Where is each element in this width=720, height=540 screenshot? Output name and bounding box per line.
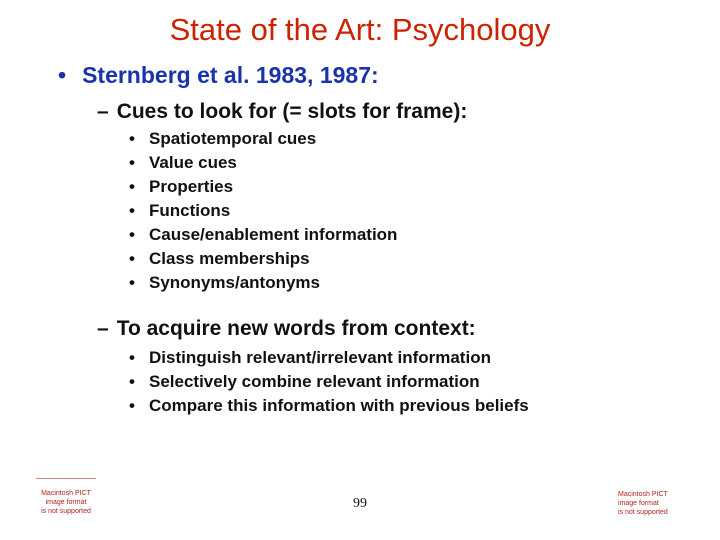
dash-glyph: – xyxy=(97,317,109,340)
bullet-glyph: • xyxy=(58,62,67,88)
list-item-text: Functions xyxy=(149,201,231,220)
bullet-glyph: • xyxy=(129,177,135,196)
level1-text: Sternberg et al. 1983, 1987: xyxy=(82,62,379,88)
list-item xyxy=(129,370,529,394)
pict-line: is not supported xyxy=(41,508,91,515)
bullet-glyph: • xyxy=(129,249,135,268)
list-item xyxy=(129,394,529,418)
list-item-text: Properties xyxy=(149,177,234,196)
list-item-text: Value cues xyxy=(149,153,237,172)
section-acquire-heading xyxy=(97,317,476,341)
list-item-text: Distinguish relevant/irrelevant information xyxy=(149,348,491,367)
list-item xyxy=(129,247,397,271)
list-item xyxy=(129,151,397,175)
bullet-glyph: • xyxy=(129,348,135,367)
list-item xyxy=(129,346,529,370)
list-item xyxy=(129,199,397,223)
list-item xyxy=(129,127,397,151)
pict-line: is not supported xyxy=(618,509,668,516)
section-cues-heading xyxy=(97,100,467,124)
pict-line: Macintosh PICT xyxy=(618,491,668,498)
bullet-glyph: • xyxy=(129,225,135,244)
dash-glyph: – xyxy=(97,100,109,123)
pict-line: image format xyxy=(618,500,659,507)
slide-title: State of the Art: Psychology xyxy=(169,12,551,47)
list-item-text: Selectively combine relevant information xyxy=(149,372,480,391)
level1-bullet-item xyxy=(58,62,379,89)
bullet-glyph: • xyxy=(129,273,135,292)
bullet-glyph: • xyxy=(129,129,135,148)
list-item-text: Compare this information with previous beliefs xyxy=(149,396,529,415)
bullet-glyph: • xyxy=(129,153,135,172)
pict-line: image format xyxy=(45,499,87,506)
list-item-text: Spatiotemporal cues xyxy=(149,129,317,148)
section-cues-heading-text: Cues to look for (= slots for frame): xyxy=(116,100,468,123)
list-item xyxy=(129,271,397,295)
acquire-list xyxy=(129,346,529,418)
list-item-text: Synonyms/antonyms xyxy=(149,273,320,292)
bullet-glyph: • xyxy=(129,396,135,415)
cues-list xyxy=(129,127,397,295)
bullet-glyph: • xyxy=(129,201,135,220)
page-number: 99 xyxy=(353,496,367,511)
section-acquire-heading-text: To acquire new words from context: xyxy=(116,317,476,340)
pict-placeholder-right xyxy=(618,490,688,517)
list-item xyxy=(129,175,397,199)
list-item-text: Class memberships xyxy=(149,249,310,268)
bullet-glyph: • xyxy=(129,372,135,391)
list-item-text: Cause/enablement information xyxy=(149,225,398,244)
list-item xyxy=(129,223,397,247)
pict-line: Macintosh PICT xyxy=(41,490,91,497)
